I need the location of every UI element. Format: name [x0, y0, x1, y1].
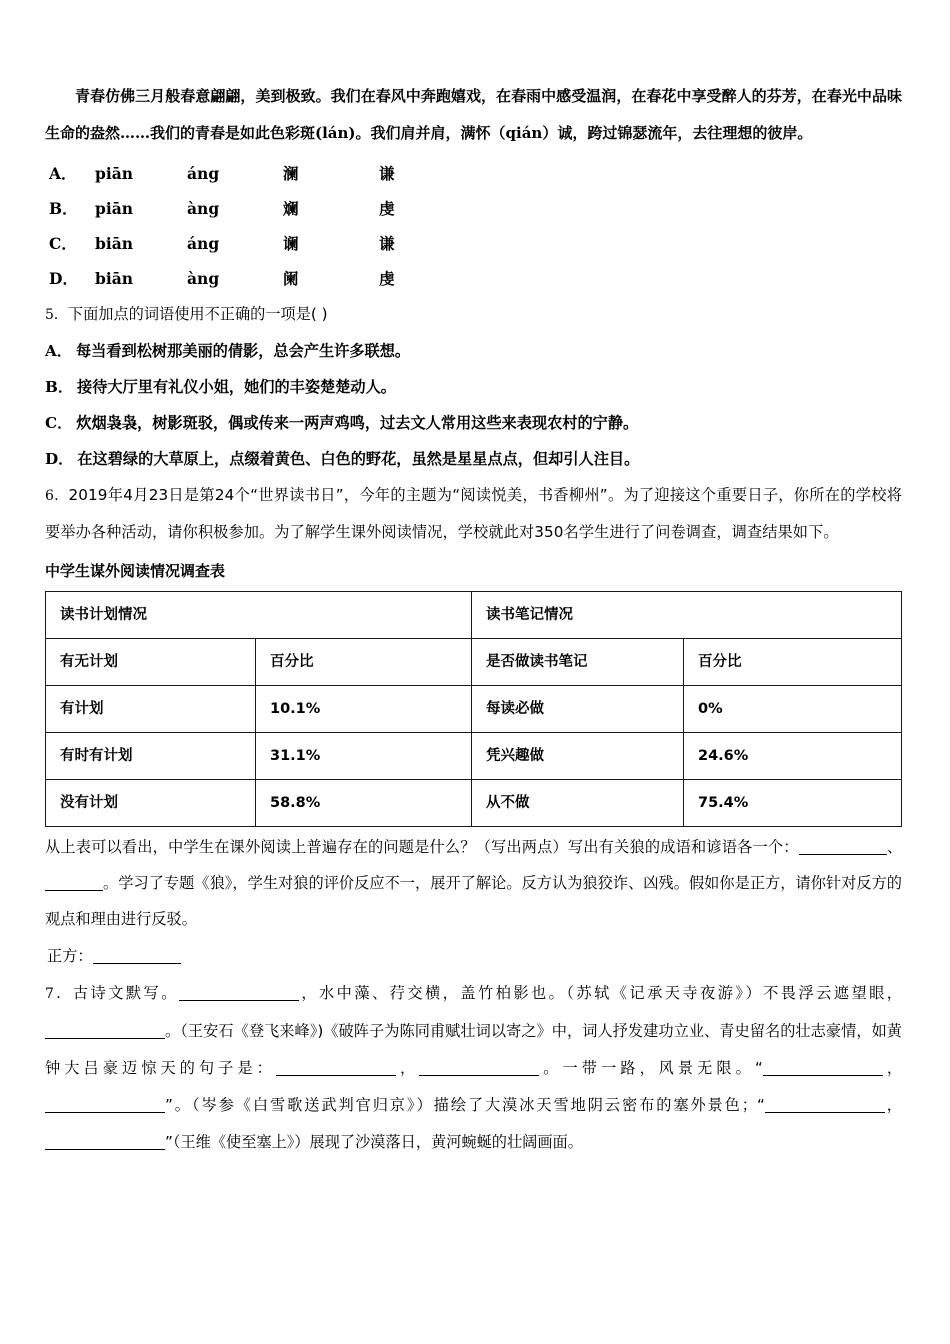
- question5-choice-a-label: A．: [45, 342, 72, 360]
- option-label-c: C．: [49, 234, 77, 253]
- question4-options: [45, 156, 902, 296]
- option-row-a[interactable]: [45, 156, 902, 191]
- question7-seg7: ”。（岑参《白雪歌送武判官归京》）描绘了大漠冰天雪地阴云密布的塞外景色；“: [165, 1096, 765, 1114]
- option-b-col4: 虔: [379, 199, 395, 218]
- question6-after-table-part2: 、: [886, 838, 903, 856]
- table-row-group-header: [46, 592, 902, 639]
- question5-choice-a[interactable]: [45, 333, 902, 369]
- question5-number: 5．: [45, 307, 68, 323]
- question5-choice-c-label: C．: [45, 414, 73, 432]
- question5-choice-b[interactable]: [45, 369, 902, 405]
- table-cell-notes-label: 每读必做: [472, 686, 684, 733]
- question7-number: 7．: [45, 986, 73, 1002]
- table-row: [46, 780, 902, 827]
- option-label-b: B．: [49, 199, 78, 218]
- option-label-d: D．: [49, 269, 78, 288]
- question7-seg3: 。（王安石《登飞来峰》)《破阵子为陈同甫赋壮词以寄之》中，词人抒发建功立业、青史留名的壮志豪情，如黄钟大吕豪迈惊天的句子是：: [45, 1022, 902, 1077]
- answer-blank[interactable]: [179, 1000, 299, 1001]
- answer-blank-zhengfang[interactable]: [93, 963, 181, 964]
- option-label-a: A．: [49, 164, 77, 183]
- option-a-col4: 谦: [379, 164, 395, 183]
- question7: [45, 975, 902, 1161]
- table-group-header-notes: 读书笔记情况: [472, 592, 902, 639]
- table-cell-plan-label: 有时有计划: [46, 733, 256, 780]
- question5-choice-d-label: D．: [45, 450, 74, 468]
- question7-seg6: ，: [882, 1059, 903, 1077]
- table-row: [46, 733, 902, 780]
- question6-after-table: [45, 829, 902, 937]
- question7-seg9: ”（王维《使至塞上》）展现了沙漠落日，黄河蜿蜒的壮阔画面。: [165, 1133, 583, 1151]
- question6-zhengfang-line: [45, 937, 902, 975]
- question6-number: 6．: [45, 488, 69, 504]
- option-d-col4: 虔: [379, 269, 395, 288]
- table-column-header-2: 是否做读书笔记: [472, 639, 684, 686]
- table-column-header-1: 百分比: [256, 639, 472, 686]
- survey-table: [45, 591, 902, 827]
- table-cell-plan-label: 没有计划: [46, 780, 256, 827]
- question7-seg4: ，: [395, 1059, 420, 1077]
- option-c-col4: 谦: [379, 234, 395, 253]
- answer-blank[interactable]: [765, 1112, 885, 1113]
- table-cell-plan-label: 有计划: [46, 686, 256, 733]
- table-cell-notes-pct: 75.4%: [684, 780, 902, 827]
- option-a-col3: 澜: [283, 164, 299, 183]
- option-row-d[interactable]: [45, 261, 902, 296]
- answer-blank[interactable]: [45, 1038, 165, 1039]
- option-c-col2: áng: [187, 234, 220, 253]
- table-cell-notes-label: 凭兴趣做: [472, 733, 684, 780]
- question5-choice-a-text: 每当看到松树那美丽的倩影，总会产生许多联想。: [75, 342, 411, 360]
- answer-blank[interactable]: [799, 854, 887, 855]
- answer-blank[interactable]: [419, 1075, 539, 1076]
- option-b-col1: piān: [95, 199, 134, 218]
- question7-seg1: 古诗文默写。: [72, 984, 179, 1002]
- table-group-header-plan: 读书计划情况: [46, 592, 472, 639]
- question5-choice-d-text: 在这碧绿的大草原上，点缀着黄色、白色的野花，虽然是星星点点，但却引人注目。: [77, 450, 640, 468]
- answer-blank[interactable]: [276, 1075, 396, 1076]
- question5-stem-line: [45, 296, 902, 333]
- question7-seg5: 。一带一路，风景无限。“: [539, 1059, 763, 1077]
- table-column-header-3: 百分比: [684, 639, 902, 686]
- question6-after-table-part3: 。学习了专题《狼》，学生对狼的评价反应不一，展开了解论。反方认为狼狡诈、凶残。假如你是正方，请你针对反方的观点和理由进行反驳。: [45, 874, 902, 928]
- question6-after-table-part1: 从上表可以看出，中学生在课外阅读上普遍存在的问题是什么？（写出两点）写出有关狼的成语和谚语各一个：: [45, 838, 799, 856]
- passage-paragraph: 青春仿佛三月般春意翩翩，美到极致。我们在春风中奔跑嬉戏，在春雨中感受温润，在春花中享受醉人的芬芳，在春光中品味生命的盎然……我们的青春是如此色彩斑(lán)。我们肩并肩，满怀（qián）诚，跨过锦瑟流年，去往理想的彼岸。: [45, 87, 902, 142]
- answer-blank[interactable]: [45, 1112, 165, 1113]
- table-cell-notes-pct: 0%: [684, 686, 902, 733]
- table-column-header-0: 有无计划: [46, 639, 256, 686]
- table-cell-plan-pct: 58.8%: [256, 780, 472, 827]
- question6-zhengfang-label: 正方：: [47, 947, 93, 965]
- table-cell-notes-pct: 24.6%: [684, 733, 902, 780]
- option-b-col2: àng: [187, 199, 220, 218]
- table-row: [46, 686, 902, 733]
- question6-stem-line: [45, 477, 902, 550]
- survey-table-caption: 中学生谋外阅读情况调查表: [45, 562, 226, 580]
- option-d-col3: 阑: [283, 269, 299, 288]
- question6-stem: 2019年4月23日是第24个“世界读书日”，今年的主题为“阅读悦美，书香柳州”。为了迎接这个重要日子，你所在的学校将要举办各种活动，请你积极参加。为了解学生课外阅读情况，学校就此对350名学生进行了问卷调查，调查结果如下。: [45, 486, 903, 541]
- option-c-col1: biān: [95, 234, 134, 253]
- question5-choice-d[interactable]: [45, 441, 902, 477]
- option-d-col2: àng: [187, 269, 220, 288]
- question5-choice-c-text: 炊烟袅袅，树影斑驳，偶或传来一两声鸡鸣，过去文人常用这些来表现农村的宁静。: [76, 414, 639, 432]
- table-cell-notes-label: 从不做: [472, 780, 684, 827]
- option-b-col3: 斓: [283, 199, 299, 218]
- option-d-col1: biān: [95, 269, 134, 288]
- question5-choice-b-text: 接待大厅里有礼仪小姐，她们的丰姿楚楚动人。: [77, 378, 396, 396]
- option-row-b[interactable]: [45, 191, 902, 226]
- option-row-c[interactable]: [45, 226, 902, 261]
- question7-seg8: ，: [884, 1096, 902, 1114]
- option-a-col2: áng: [187, 164, 220, 183]
- question5-choice-b-label: B．: [45, 378, 74, 396]
- option-a-col1: piān: [95, 164, 134, 183]
- question5-choice-c[interactable]: [45, 405, 902, 441]
- question5-stem: 下面加点的词语使用不正确的一项是( ): [67, 305, 328, 323]
- answer-blank[interactable]: [763, 1075, 883, 1076]
- option-c-col3: 谰: [283, 234, 299, 253]
- answer-blank[interactable]: [45, 890, 103, 891]
- table-row-column-headers: [46, 639, 902, 686]
- question7-seg2: ，水中藻、荇交横，盖竹柏影也。（苏轼《记承天寺夜游》）不畏浮云遮望眼，: [298, 984, 902, 1002]
- table-cell-plan-pct: 31.1%: [256, 733, 472, 780]
- answer-blank[interactable]: [45, 1149, 165, 1150]
- table-cell-plan-pct: 10.1%: [256, 686, 472, 733]
